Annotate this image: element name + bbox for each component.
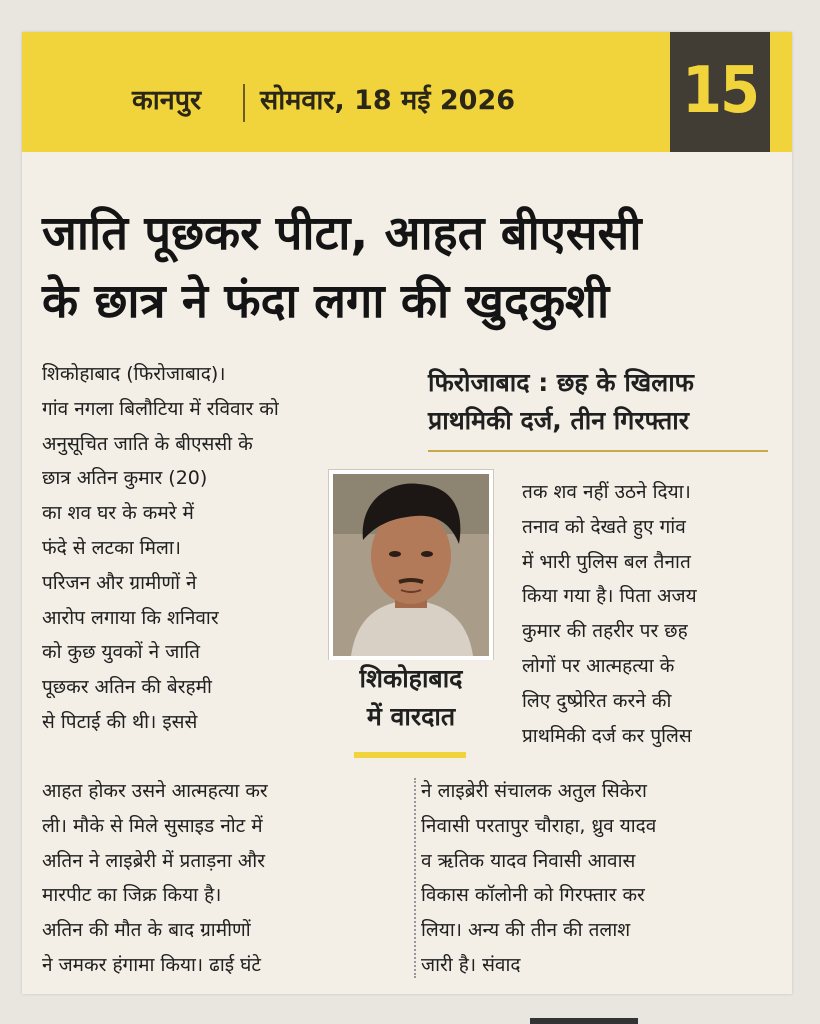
page-number-box xyxy=(670,32,770,152)
article-line: परिजन और ग्रामीणों ने xyxy=(42,571,197,594)
page-header-band xyxy=(22,32,792,152)
article-line: लोगों पर आत्महत्या के xyxy=(522,654,675,677)
article-line: किया गया है। पिता अजय xyxy=(522,585,697,608)
article-line: आहत होकर उसने आत्महत्या कर xyxy=(42,780,268,802)
article-line: फंदे से लटका मिला। xyxy=(42,536,181,559)
header-city: कानपुर xyxy=(132,85,202,116)
bottom-edge-bar xyxy=(530,1018,638,1024)
article-line: शिकोहाबाद (फिरोजाबाद)। xyxy=(42,363,226,385)
photo-caption-line-1: शिकोहाबाद xyxy=(359,664,463,693)
article-line: अतिन ने लाइब्रेरी में प्रताड़ना और xyxy=(42,849,265,872)
article-line: छात्र अतिन कुमार (20) xyxy=(42,467,208,490)
article-line: मारपीट का जिक्र किया है। xyxy=(42,884,222,907)
article-line: पूछकर अतिन की बेरहमी xyxy=(42,676,212,699)
article-line: प्राथमिकी दर्ज कर पुलिस xyxy=(522,724,692,747)
page-number: 15 xyxy=(681,54,759,128)
headline-line-1: जाति पूछकर पीटा, आहत बीएससी xyxy=(42,206,642,261)
newspaper-page xyxy=(22,32,792,994)
subheadline-line-1: फिरोजाबाद : छह के खिलाफ xyxy=(428,368,694,397)
article-line: लिए दुष्प्रेरित करने की xyxy=(522,689,672,712)
column-divider xyxy=(414,778,416,978)
article-left-column xyxy=(42,357,279,740)
article-line: विकास कॉलोनी को गिरफ्तार कर xyxy=(421,884,645,907)
article-line: आरोप लगाया कि शनिवार xyxy=(42,606,219,629)
subheadline-underline xyxy=(428,450,768,452)
article-line: कुमार की तहरीर पर छह xyxy=(522,620,688,643)
article-right-bottom xyxy=(421,774,656,983)
article-line: अतिन की मौत के बाद ग्रामीणों xyxy=(42,919,251,942)
photo-caption xyxy=(320,660,502,756)
article-left-bottom xyxy=(42,774,268,983)
photo-frame xyxy=(328,469,494,661)
article-line: ने लाइब्रेरी संचालक अतुल सिकेरा xyxy=(421,780,647,802)
header-separator xyxy=(243,84,245,122)
article-line: से पिटाई की थी। इससे xyxy=(42,710,198,733)
subheadline-line-2: प्राथमिकी दर्ज, तीन गिरफ्तार xyxy=(428,406,690,435)
article-line: को कुछ युवकों ने जाति xyxy=(42,641,200,664)
article-right-column xyxy=(522,475,697,753)
photo-caption-line-2: में वारदात xyxy=(366,702,456,731)
article-line: गांव नगला बिलौटिया में रविवार को xyxy=(42,397,279,420)
caption-underline xyxy=(354,752,466,758)
headline xyxy=(42,200,772,336)
article-line: ने जमकर हंगामा किया। ढाई घंटे xyxy=(42,953,261,976)
subheadline xyxy=(428,364,768,440)
headline-line-2: के छात्र ने फंदा लगा की खुदकुशी xyxy=(42,274,610,329)
article-line: अनुसूचित जाति के बीएससी के xyxy=(42,432,253,455)
article-line: तनाव को देखते हुए गांव xyxy=(522,515,686,538)
article-line: ली। मौके से मिले सुसाइड नोट में xyxy=(42,814,263,837)
article-line: व ऋतिक यादव निवासी आवास xyxy=(421,849,636,872)
portrait-photo-icon xyxy=(333,474,489,656)
article-line: तक शव नहीं उठने दिया। xyxy=(522,481,691,503)
article-line: में भारी पुलिस बल तैनात xyxy=(522,550,691,573)
article-line: का शव घर के कमरे में xyxy=(42,502,194,525)
article-line: निवासी परतापुर चौराहा, ध्रुव यादव xyxy=(421,814,657,837)
header-date: सोमवार, 18 मई 2026 xyxy=(260,85,516,116)
article-line: लिया। अन्य की तीन की तलाश xyxy=(421,919,631,942)
article-line: जारी है। संवाद xyxy=(421,953,521,976)
